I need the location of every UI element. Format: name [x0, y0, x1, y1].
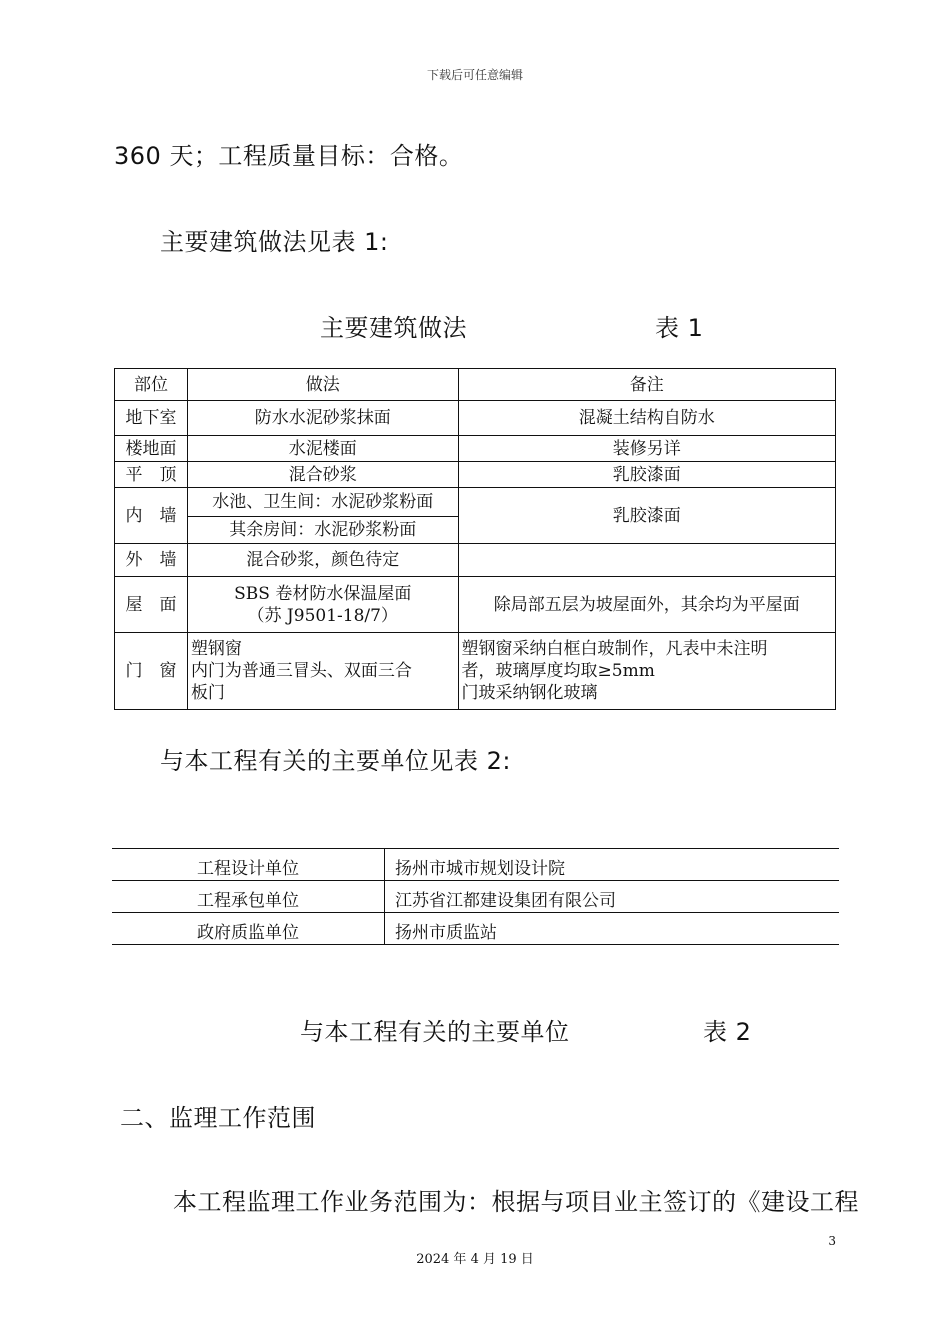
table-row — [115, 401, 836, 436]
cell-note: 乳胶漆面 — [458, 488, 835, 544]
page-number: 3 — [828, 1234, 836, 1248]
cell-method: 水池、卫生间：水泥砂浆粉面 — [187, 488, 458, 517]
cell-role: 工程设计单位 — [112, 849, 385, 881]
cell-note-line: 塑钢窗采纳白框白玻制作，凡表中未注明 — [461, 639, 768, 659]
cell-part: 屋 面 — [115, 577, 188, 633]
cell-method-line: SBS 卷材防水保温屋面 — [234, 583, 412, 604]
page-footer-date: 2024 年 4 月 19 日 — [416, 1252, 534, 1267]
cell-note — [458, 544, 835, 577]
cell-note: 混凝土结构自防水 — [458, 401, 835, 436]
body-line-table2-ref: 与本工程有关的主要单位见表 2: — [160, 747, 511, 775]
body-line-table1-ref: 主要建筑做法见表 1: — [160, 228, 389, 256]
table2-number: 表 2 — [703, 1018, 752, 1046]
header-cell-method: 做法 — [187, 369, 458, 401]
header-cell-note: 备注 — [458, 369, 835, 401]
body-line-duration: 360 天；工程质量目标：合格。 — [114, 142, 464, 170]
cell-part: 楼地面 — [115, 436, 188, 462]
related-units-table — [112, 848, 839, 945]
cell-role: 工程承包单位 — [112, 881, 385, 913]
cell-unit: 江苏省江都建设集团有限公司 — [385, 881, 840, 913]
cell-method: 水泥楼面 — [187, 436, 458, 462]
table-row — [115, 488, 836, 517]
cell-method-line: （苏 J9501-18/7） — [247, 605, 398, 626]
cell-role: 政府质监单位 — [112, 913, 385, 945]
cell-note: 乳胶漆面 — [458, 462, 835, 488]
cell-part: 地下室 — [115, 401, 188, 436]
cell-part: 外 墙 — [115, 544, 188, 577]
section-heading: 二、监理工作范围 — [120, 1104, 316, 1132]
table-row — [112, 913, 839, 945]
cell-method: 防水水泥砂浆抹面 — [187, 401, 458, 436]
cell-part: 平 顶 — [115, 462, 188, 488]
cell-part: 门 窗 — [115, 633, 188, 710]
cell-note: 除局部五层为坡屋面外，其余均为平屋面 — [458, 577, 835, 633]
construction-methods-table — [114, 368, 836, 710]
body-paragraph: 本工程监理工作业务范围为：根据与项目业主签订的《建设工程 — [173, 1188, 859, 1216]
cell-unit: 扬州市质监站 — [385, 913, 840, 945]
cell-note: 装修另详 — [458, 436, 835, 462]
cell-method-line: 内门为普通三冒头、双面三合 — [190, 661, 412, 681]
cell-method: 其余房间：水泥砂浆粉面 — [187, 517, 458, 544]
cell-method: 混合砂浆，颜色待定 — [187, 544, 458, 577]
cell-unit: 扬州市城市规划设计院 — [385, 849, 840, 881]
cell-part: 内 墙 — [115, 488, 188, 544]
table-row — [115, 544, 836, 577]
table1-number: 表 1 — [655, 314, 704, 342]
table-row — [115, 462, 836, 488]
table-row — [112, 849, 839, 881]
table-row — [112, 881, 839, 913]
cell-method — [187, 577, 458, 633]
table-row — [115, 633, 836, 710]
cell-method-line: 板门 — [190, 683, 225, 703]
table-header-row — [115, 369, 836, 401]
cell-note-line: 者，玻璃厚度均取≥5mm — [461, 661, 655, 681]
cell-method — [187, 633, 458, 710]
cell-note-line: 门玻采纳钢化玻璃 — [461, 683, 598, 703]
cell-method-line: 塑钢窗 — [190, 639, 242, 659]
table-row — [115, 436, 836, 462]
table2-caption: 与本工程有关的主要单位 — [300, 1018, 570, 1046]
table-row — [115, 577, 836, 633]
header-cell-part: 部位 — [115, 369, 188, 401]
cell-method: 混合砂浆 — [187, 462, 458, 488]
table1-caption: 主要建筑做法 — [320, 314, 467, 342]
cell-note — [458, 633, 835, 710]
page-header: 下载后可任意编辑 — [426, 68, 523, 82]
